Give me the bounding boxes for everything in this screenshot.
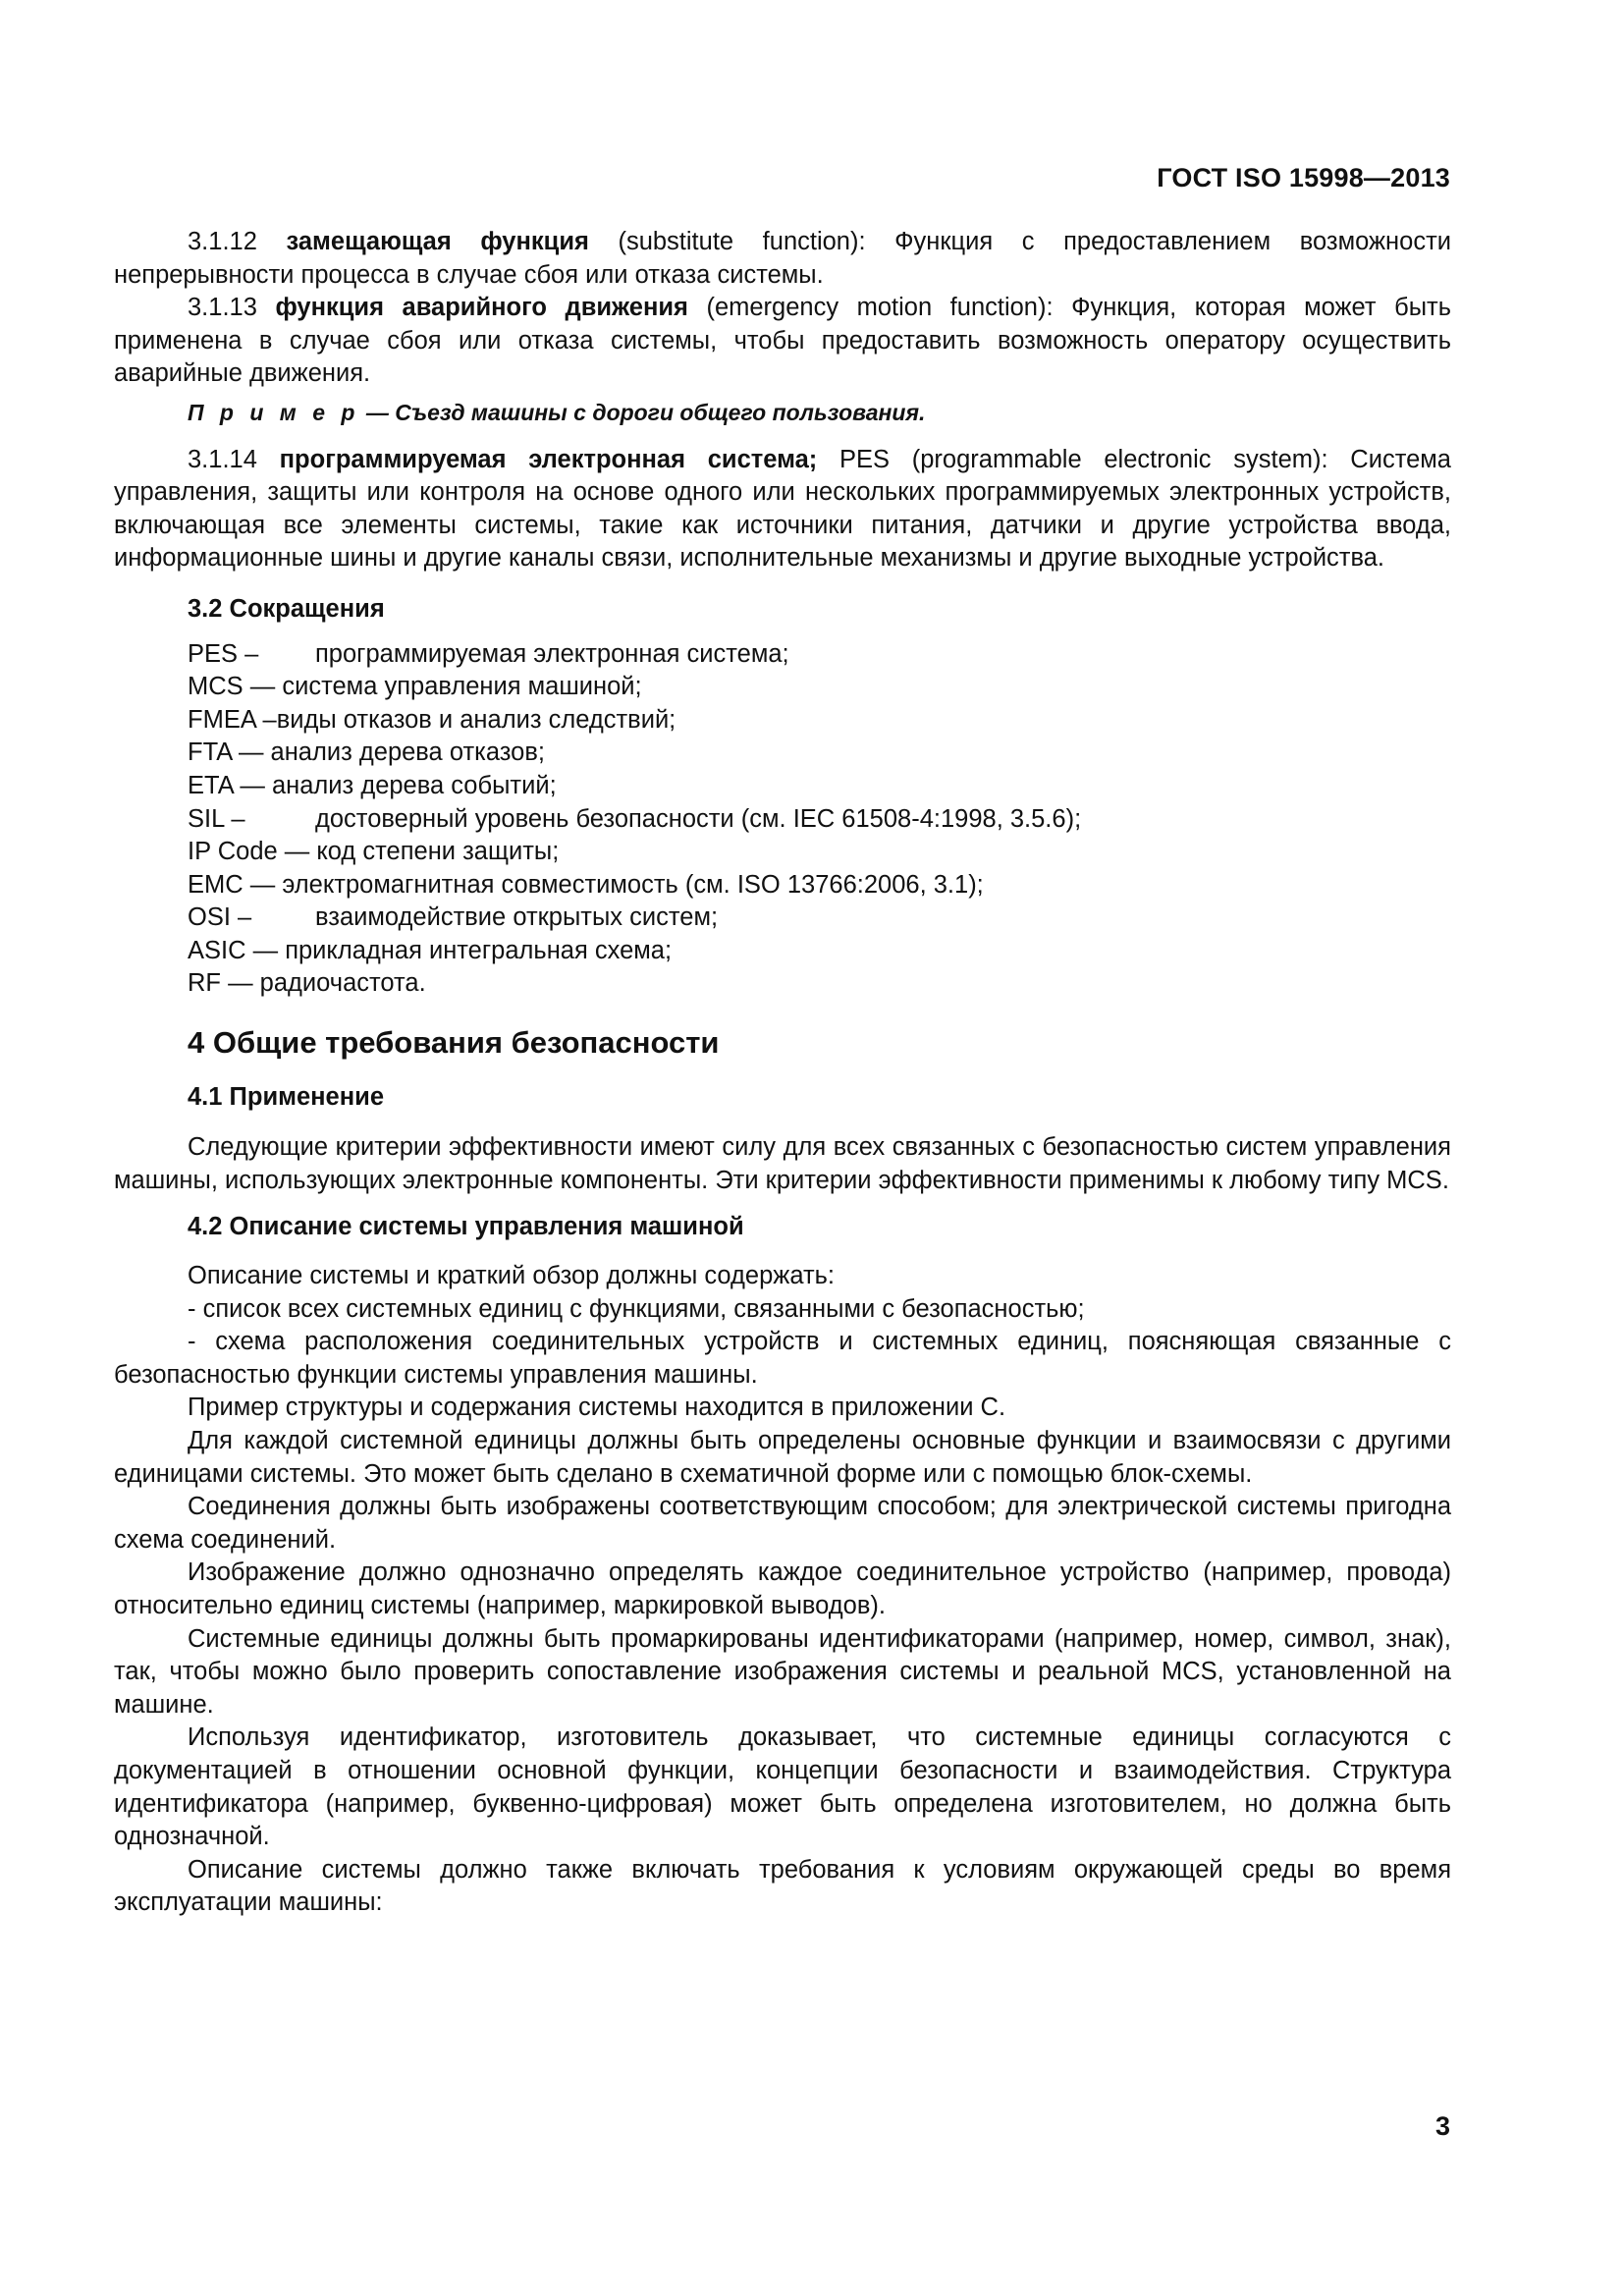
section-4-2-list-item: - схема расположения соединительных устройств и системных единиц, поясняющая связанные с безопасностью функции системы управления машины. bbox=[114, 1328, 1451, 1389]
page-content bbox=[114, 226, 1451, 1920]
abbreviation-item bbox=[188, 704, 1451, 738]
abbreviation-item bbox=[188, 935, 1451, 968]
definition-term: программируемая электронная система; bbox=[279, 445, 818, 473]
abbreviations-heading: 3.2 Сокращения bbox=[188, 594, 385, 623]
abbreviation-code: SIL – bbox=[188, 804, 245, 833]
abbreviation-item bbox=[188, 967, 1451, 1001]
section-4-2-list-item: - список всех системных единиц с функциями, связанными с безопасностью; bbox=[188, 1294, 1085, 1323]
definition-term: функция аварийного движения bbox=[275, 294, 688, 322]
abbreviation-code: IP Code — bbox=[188, 838, 317, 866]
abbreviation-text: виды отказов и анализ следствий; bbox=[276, 705, 676, 734]
section-4-2-paragraph: Описание системы должно также включать требования к условиям окружающей среды во время эксплуатации машины: bbox=[114, 1855, 1451, 1917]
abbreviation-text: взаимодействие открытых систем; bbox=[315, 903, 719, 932]
abbreviation-code: RF — bbox=[188, 969, 260, 998]
abbreviation-code: ASIC — bbox=[188, 936, 286, 964]
abbreviation-code: PES – bbox=[188, 639, 259, 668]
example-note bbox=[114, 397, 1451, 430]
definition-3-1-14 bbox=[114, 444, 1451, 575]
section-4-2-heading: 4.2 Описание системы управления машиной bbox=[188, 1213, 744, 1241]
document-code-header: ГОСТ ISO 15998—2013 bbox=[1157, 163, 1450, 192]
abbreviation-code: FTA — bbox=[188, 738, 271, 767]
section-4-2-paragraph: Описание системы и краткий обзор должны содержать: bbox=[188, 1262, 836, 1290]
abbreviation-item bbox=[188, 671, 1451, 704]
abbreviation-text: прикладная интегральная схема; bbox=[285, 936, 673, 964]
definition-number: 3.1.13 bbox=[188, 294, 257, 322]
definition-term: замещающая функция bbox=[286, 228, 589, 255]
abbreviation-text: радиочастота. bbox=[259, 969, 426, 998]
abbreviation-item bbox=[188, 638, 1451, 672]
abbreviation-item bbox=[188, 737, 1451, 770]
section-4-2-paragraph: Соединения должны быть изображены соответствующим способом; для электрической системы пригодна схема соединений. bbox=[114, 1493, 1451, 1554]
abbreviation-code: FMEA – bbox=[188, 705, 277, 734]
abbreviation-text: система управления машиной; bbox=[282, 673, 642, 701]
abbreviation-text: анализ дерева событий; bbox=[271, 771, 557, 799]
example-text: — Съезд машины с дороги общего пользования. bbox=[359, 399, 926, 425]
abbreviation-item bbox=[188, 869, 1451, 902]
section-4-2-paragraph: Изображение должно однозначно определять каждое соединительное устройство (например, провода) относительно единиц системы (например, маркировкой выводов). bbox=[114, 1558, 1451, 1619]
definition-number: 3.1.14 bbox=[188, 445, 257, 473]
section-4-1-heading: 4.1 Применение bbox=[188, 1082, 385, 1111]
example-label: П р и м е р bbox=[188, 399, 360, 425]
abbreviation-text: электромагнитная совместимость (см. ISO 13766:2006, 3.1); bbox=[282, 870, 984, 899]
abbreviation-code: MCS — bbox=[188, 673, 283, 701]
definition-text: PES (programmable electronic system): Система управления, защиты или контроля на основе одного или нескольких программируемых электронных устройств, включающая все элементы системы, такие как источники питания, датчики и другие устройства ввода, информационные шины и другие каналы связи, исполнительные механизмы и другие выходные устройства. bbox=[114, 445, 1451, 573]
abbreviation-text: анализ дерева отказов; bbox=[270, 738, 545, 767]
abbreviation-text: программируемая электронная система; bbox=[315, 639, 789, 668]
section-4-2-paragraph: Пример структуры и содержания системы находится в приложении С. bbox=[188, 1394, 1006, 1422]
section-4-2-paragraph: Системные единицы должны быть промаркированы идентификаторами (например, номер, символ, знак), так, чтобы можно было проверить сопоставление изображения системы и реальной MCS, установленной на машине. bbox=[114, 1624, 1451, 1719]
definition-number: 3.1.12 bbox=[188, 228, 257, 255]
abbreviations-list bbox=[114, 638, 1451, 1002]
definition-text: (emergency motion function): Функция, которая может быть применена в случае сбоя или отказа системы, чтобы предоставить возможность оператору осуществить аварийные движения. bbox=[114, 294, 1451, 388]
section-4-heading: 4 Общие требования безопасности bbox=[188, 1025, 720, 1061]
abbreviation-item bbox=[188, 836, 1451, 869]
abbreviation-text: код степени защиты; bbox=[316, 838, 560, 866]
section-4-2-paragraph: Для каждой системной единицы должны быть определены основные функции и взаимосвязи с другими единицами системы. Это может быть сделано в схематичной форме или с помощью блок-схемы. bbox=[114, 1427, 1451, 1488]
abbreviation-item bbox=[188, 902, 1451, 935]
abbreviation-code: ETA — bbox=[188, 771, 272, 799]
section-4-1-text: Следующие критерии эффективности имеют силу для всех связанных с безопасностью систем управления машины, использующих электронные компоненты. Эти критерии эффективности применимы к любому типу MCS. bbox=[114, 1133, 1451, 1194]
definition-3-1-12 bbox=[114, 226, 1451, 292]
abbreviation-code: EMC — bbox=[188, 870, 283, 899]
abbreviation-item bbox=[188, 803, 1451, 837]
abbreviation-item bbox=[188, 770, 1451, 803]
definition-3-1-13 bbox=[114, 292, 1451, 391]
abbreviation-code: OSI – bbox=[188, 903, 252, 932]
section-4-2-paragraph: Используя идентификатор, изготовитель доказывает, что системные единицы согласуются с документацией в отношении основной функции, концепции безопасности и взаимодействия. Структура идентификатора (например, буквенно-цифровая) может быть определена изготовителем, но должна быть однозначной. bbox=[114, 1723, 1451, 1851]
page-number: 3 bbox=[1434, 2111, 1450, 2141]
abbreviation-text: достоверный уровень безопасности (см. IEC 61508-4:1998, 3.5.6); bbox=[315, 804, 1082, 833]
definition-text: (substitute function): Функция с предоставлением возможности непрерывности процесса в случае сбоя или отказа системы. bbox=[114, 228, 1451, 289]
